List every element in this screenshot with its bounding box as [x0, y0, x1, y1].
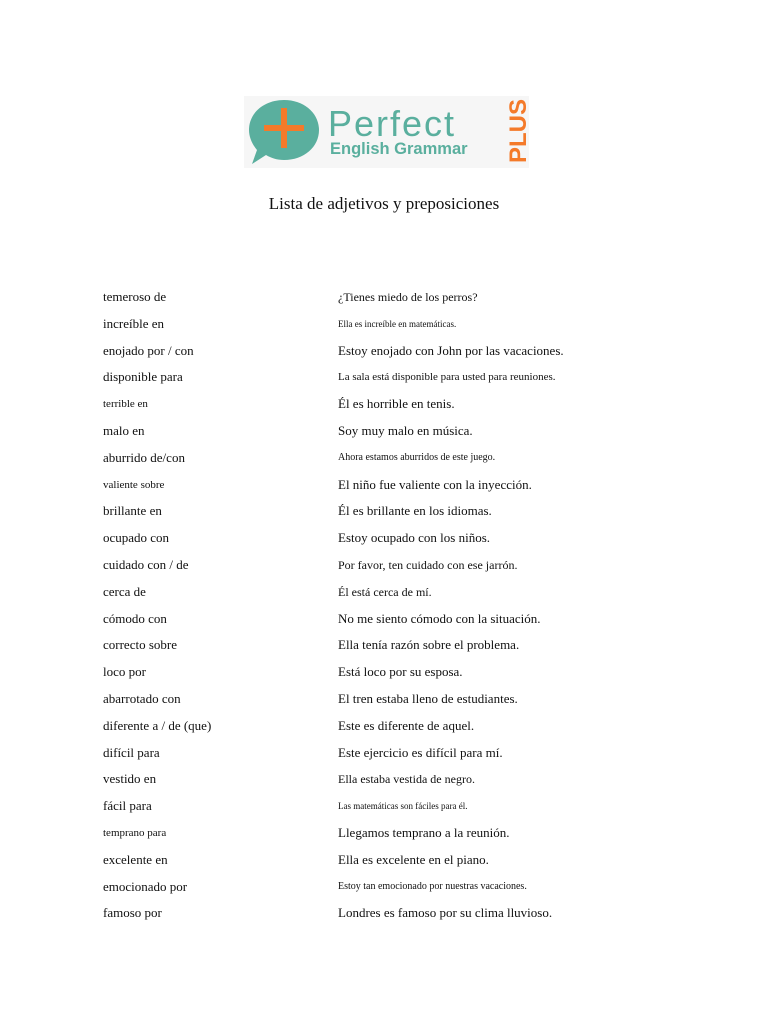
term: aburrido de/con	[103, 449, 185, 465]
example: Ella es excelente en el piano.	[338, 851, 489, 867]
list-item	[103, 766, 663, 793]
list-item	[103, 338, 663, 365]
list-item	[103, 391, 663, 418]
list-item	[103, 472, 663, 499]
term: excelente en	[103, 851, 168, 867]
logo	[244, 96, 532, 168]
term: famoso por	[103, 905, 162, 921]
list-item	[103, 364, 663, 391]
example: Estoy enojado con John por las vacaciones.	[338, 342, 564, 358]
logo-word-plus: PLUS	[505, 98, 532, 163]
list-item	[103, 632, 663, 659]
logo-word-english-grammar: English Grammar	[330, 140, 468, 158]
term: ocupado con	[103, 530, 170, 546]
term: cuidado con / de	[103, 556, 189, 572]
list-item	[103, 820, 663, 847]
example: Él está cerca de mí.	[338, 584, 432, 599]
term: diferente a / de (que)	[103, 717, 212, 733]
list-item	[103, 606, 663, 633]
term: valiente sobre	[103, 478, 165, 491]
list-item	[103, 579, 663, 606]
example: No me siento cómodo con la situación.	[338, 610, 541, 626]
example: Londres es famoso por su clima lluvioso.	[338, 905, 553, 921]
term: emocionado por	[103, 878, 188, 894]
example: Este ejercicio es difícil para mí.	[338, 744, 503, 760]
word-list	[103, 284, 663, 927]
term: loco por	[103, 664, 146, 680]
example: ¿Tienes miedo de los perros?	[338, 290, 478, 304]
term: brillante en	[103, 503, 162, 519]
example: Está loco por su esposa.	[338, 664, 463, 680]
term: cerca de	[103, 583, 146, 599]
example: Llegamos temprano a la reunión.	[338, 824, 510, 840]
list-item	[103, 659, 663, 686]
example: Este es diferente de aquel.	[338, 717, 475, 733]
example: Las matemáticas son fáciles para él.	[338, 801, 468, 812]
list-item	[103, 552, 663, 579]
term: malo en	[103, 422, 145, 438]
term: disponible para	[103, 369, 183, 385]
example: El niño fue valiente con la inyección.	[338, 476, 532, 492]
term: fácil para	[103, 798, 152, 814]
example: Por favor, ten cuidado con ese jarrón.	[338, 557, 518, 572]
term: temeroso de	[103, 289, 167, 304]
term: vestido en	[103, 771, 157, 787]
example: Él es brillante en los idiomas.	[338, 503, 492, 519]
example: El tren estaba lleno de estudiantes.	[338, 690, 518, 706]
example: Soy muy malo en música.	[338, 422, 473, 438]
example: Estoy ocupado con los niños.	[338, 530, 491, 546]
term: cómodo con	[103, 610, 167, 626]
logo-word-perfect: Perfect	[328, 103, 457, 144]
list-item	[103, 847, 663, 874]
list-item	[103, 498, 663, 525]
list-item	[103, 793, 663, 820]
example: Él es horrible en tenis.	[338, 396, 455, 412]
term: terrible en	[103, 398, 148, 411]
term: increíble en	[103, 315, 164, 331]
example: Ella tenía razón sobre el problema.	[338, 637, 520, 653]
list-item	[103, 311, 663, 338]
term: abarrotado con	[103, 690, 181, 706]
list-item	[103, 418, 663, 445]
example: Ella estaba vestida de negro.	[338, 772, 475, 787]
example: Ahora estamos aburridos de este juego.	[338, 451, 496, 463]
list-item	[103, 874, 663, 901]
list-item	[103, 713, 663, 740]
list-item	[103, 740, 663, 767]
list-item	[103, 686, 663, 713]
term: enojado por / con	[103, 342, 194, 358]
example: La sala está disponible para usted para reuniones.	[338, 371, 556, 384]
term: correcto sobre	[103, 637, 177, 653]
example: Ella es increíble en matemáticas.	[338, 318, 457, 329]
list-item	[103, 445, 663, 472]
list-item	[103, 284, 663, 311]
example: Estoy tan emocionado por nuestras vacaciones.	[338, 880, 527, 892]
page-title: Lista de adjetivos y preposiciones	[268, 194, 500, 213]
list-item	[103, 525, 663, 552]
list-item	[103, 900, 663, 927]
speech-bubble-plus-icon	[249, 100, 319, 164]
term: difícil para	[103, 744, 160, 760]
term: temprano para	[103, 826, 167, 839]
